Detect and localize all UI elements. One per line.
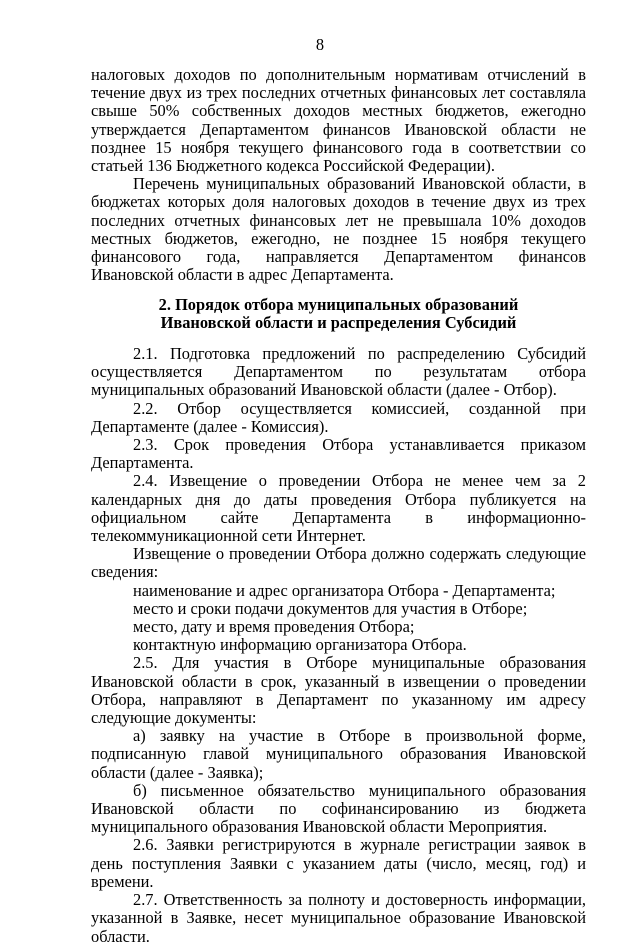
- notice-item: место и сроки подачи документов для участия в Отборе;: [133, 598, 528, 618]
- paragraph-2-6: 2.6. Заявки регистрируются в журнале регистрации заявок в день поступления Заявки с указанием даты (число, месяц, год) и времени.: [91, 835, 586, 891]
- section-body: [91, 345, 586, 946]
- paragraph-2-3: 2.3. Срок проведения Отбора устанавливается приказом Департамента.: [91, 435, 586, 473]
- paragraph-2-2: 2.2. Отбор осуществляется комиссией, созданной при Департаменте (далее - Комиссия).: [91, 398, 586, 436]
- top-paragraphs: [91, 66, 586, 284]
- notice-item: наименование и адрес организатора Отбора - Департамента;: [133, 580, 556, 600]
- paragraph-2-4: 2.4. Извещение о проведении Отбора не менее чем за 2 календарных дня до даты проведения Отбора публикуется на официальном сайте Департамента в информационно-телекоммуникационной сети Интернет.: [91, 471, 586, 546]
- section-heading: [91, 296, 586, 332]
- paragraph-2-1: 2.1. Подготовка предложений по распределению Субсидий осуществляется Департаментом по результатам отбора муниципальных образований Ивановской области (далее - Отбор).: [91, 344, 586, 400]
- paragraph-list-of-municipalities: Перечень муниципальных образований Ивановской области, в бюджетах которых доля налоговых доходов в течение двух из трех последних отчетных финансовых лет не превышала 10% доходов местных бюджетов, ежегодно, не позднее 15 ноября текущего финансового года, направляется Департаментом финансов Ивановской области в адрес Департамента.: [91, 174, 586, 285]
- paragraph-2-5-b: б) письменное обязательство муниципального образования Ивановской области по софинансированию из бюджета муниципального образования Ивановской области Мероприятия.: [91, 780, 586, 837]
- paragraph-continuation: налоговых доходов по дополнительным нормативам отчислений в течение двух из трех последних отчетных финансовых лет составляла свыше 50% собственных доходов местных бюджетов, ежегодно утверждается Департаментом финансов Ивановской области не позднее 15 ноября текущего финансового года в соответствии со статьей 136 Бюджетного кодекса Российской Федерации).: [91, 65, 586, 176]
- notice-item: место, дату и время проведения Отбора;: [133, 617, 415, 637]
- page-number: 8: [315, 35, 325, 54]
- paragraph-notice-contents: Извещение о проведении Отбора должно содержать следующие сведения:: [91, 544, 586, 582]
- paragraph-2-7: 2.7. Ответственность за полноту и достоверность информации, указанной в Заявке, несет муниципальное образование Ивановской области.: [91, 890, 586, 946]
- paragraph-2-5-a: а) заявку на участие в Отборе в произвольной форме, подписанную главой муниципального образования Ивановской области (далее - Заявка);: [91, 726, 586, 782]
- section-heading-line-2: Ивановской области и распределения Субсидий: [160, 313, 517, 333]
- paragraph-2-5: 2.5. Для участия в Отборе муниципальные образования Ивановской области в срок, указанный в извещении о проведении Отбора, направляют в Департамент по указанному им адресу следующие документы:: [91, 653, 586, 728]
- notice-item: контактную информацию организатора Отбора.: [133, 635, 467, 655]
- section-heading-line-1: 2. Порядок отбора муниципальных образований: [158, 295, 519, 314]
